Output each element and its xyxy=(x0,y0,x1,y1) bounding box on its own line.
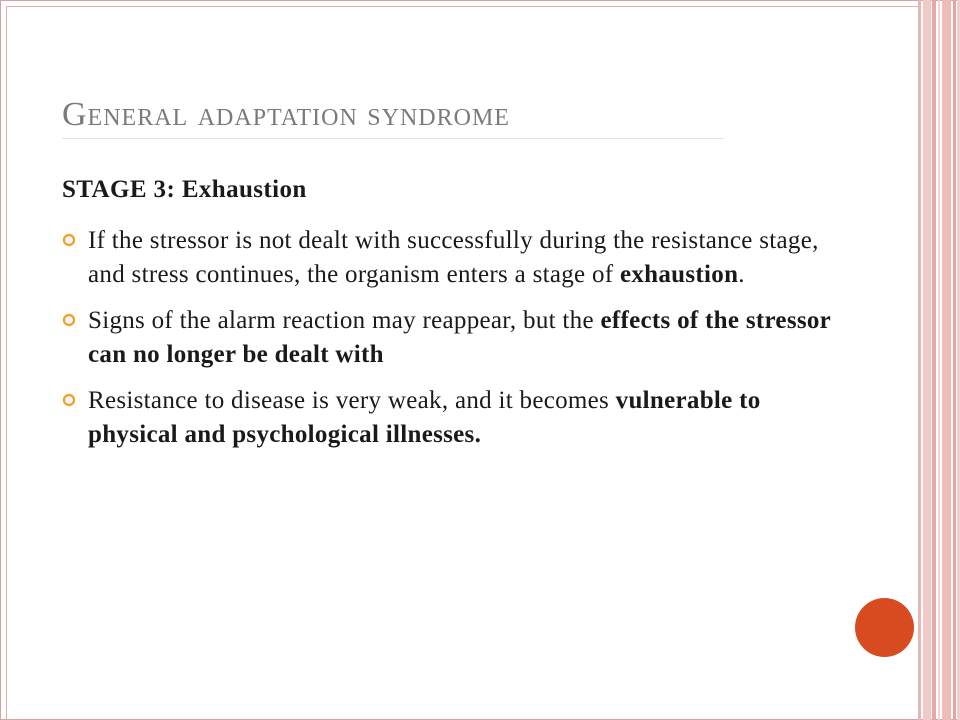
decorative-stripes xyxy=(918,0,960,720)
stage-heading: STAGE 3: Exhaustion xyxy=(62,176,307,203)
bullet-item xyxy=(62,224,832,292)
bullet-text: Signs of the alarm reaction may reappear, but the xyxy=(88,307,601,334)
bullet-text-end: . xyxy=(738,261,745,288)
bullet-list xyxy=(62,224,832,464)
bullet-text: If the stressor is not dealt with successfully during the resistance stage, and stress continues, the organism enters a stage of xyxy=(88,227,819,288)
slide-title: General adaptation syndrome xyxy=(62,96,510,133)
bullet-emphasis: effects of the stressor can no longer be dealt with xyxy=(88,307,831,368)
title-divider xyxy=(62,138,724,139)
bullet-ring-icon xyxy=(62,393,76,407)
bullet-text: Resistance to disease is very weak, and it becomes xyxy=(88,387,616,414)
bullet-ring-icon xyxy=(62,233,76,247)
bullet-item xyxy=(62,304,832,372)
bullet-emphasis: vulnerable to physical and psychological illnesses. xyxy=(88,387,761,448)
bullet-item xyxy=(62,384,832,452)
accent-circle xyxy=(855,598,914,657)
bullet-ring-icon xyxy=(62,313,76,327)
bullet-emphasis: exhaustion xyxy=(619,261,739,288)
